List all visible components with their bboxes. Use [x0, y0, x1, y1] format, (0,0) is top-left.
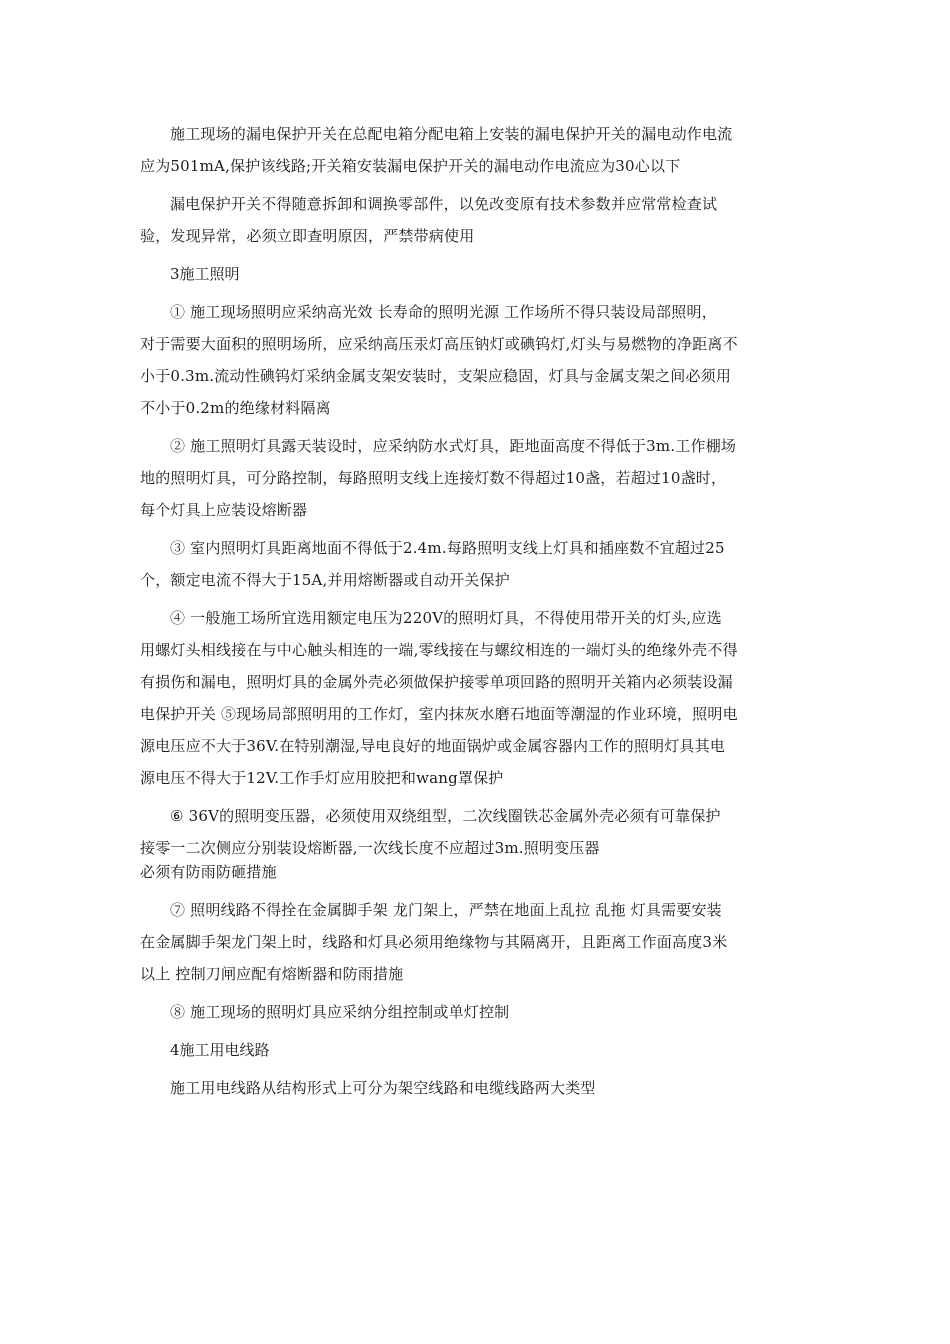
- text-line: 源电压不得大于12V.工作手灯应用胶把和wang罩保护: [140, 769, 504, 787]
- text-line: 漏电保护开关不得随意拆卸和调换零部件，以免改变原有技术参数并应常常检查试: [170, 195, 718, 213]
- section-heading-lighting: [140, 258, 820, 290]
- text-line: 施工用电线路从结构形式上可分为架空线路和电缆线路两大类型: [170, 1079, 596, 1097]
- paragraph-item-4-5: [140, 602, 820, 794]
- heading-text: 4施工用电线路: [170, 1041, 270, 1059]
- text-line: 不小于0.2m的绝缘材料隔离: [140, 399, 331, 417]
- paragraph-item-7: [140, 894, 820, 990]
- paragraph-item-2: [140, 430, 820, 526]
- text-line: ① 施工现场照明应采纳高光效 长寿命的照明光源 工作场所不得只装设局部照明，: [170, 303, 717, 321]
- text-line: 应为501mA,保护该线路;开关箱安装漏电保护开关的漏电动作电流应为30心以下: [140, 157, 681, 175]
- text-line: 接零一二次侧应分别装设熔断器,一次线长度不应超过3m.照明变压器: [140, 839, 600, 857]
- text-line: 用螺灯头相线接在与中心触头相连的一端,零线接在与螺纹相连的一端灯头的绝缘外壳不得: [140, 641, 738, 659]
- text-line: ⑦ 照明线路不得拴在金属脚手架 龙门架上，严禁在地面上乱拉 乱拖 灯具需要安装: [170, 901, 722, 919]
- paragraph-item-3: [140, 532, 820, 596]
- text-line: 源电压应不大于36V.在特别潮湿,导电良好的地面锅炉或金属容器内工作的照明灯具其电: [140, 737, 726, 755]
- paragraph-leakage-maintenance: [140, 188, 820, 252]
- text-line: 小于0.3m.流动性碘钨灯采纳金属支架安装时，支架应稳固，灯具与金属支架之间必须用: [140, 367, 732, 385]
- document-page: [140, 118, 820, 1110]
- paragraph-power-lines: [140, 1072, 820, 1104]
- text-line: ④ 一般施工场所宜选用额定电压为220V的照明灯具，不得使用带开关的灯头,应选: [170, 609, 722, 627]
- section-heading-power-lines: [140, 1034, 820, 1066]
- paragraph-leakage-current: [140, 118, 820, 182]
- text-line: 个，额定电流不得大于15A,并用熔断器或自动开关保护: [140, 571, 510, 589]
- text-line: ② 施工照明灯具露天装设时，应采纳防水式灯具，距地面高度不得低于3m.工作棚场: [170, 437, 737, 455]
- text-line: 每个灯具上应装设熔断器: [140, 501, 308, 519]
- text-line: 施工现场的漏电保护开关在总配电箱分配电箱上安装的漏电保护开关的漏电动作电流: [170, 125, 733, 143]
- text-line: 验，发现异常，必须立即查明原因，严禁带病使用: [140, 227, 475, 245]
- paragraph-item-6: [140, 800, 820, 864]
- text-line: 必须有防雨防砸措施: [140, 863, 277, 881]
- text-line: ③ 室内照明灯具距离地面不得低于2.4m.每路照明支线上灯具和插座数不宜超过25: [170, 539, 725, 557]
- text-line: 以上 控制刀闸应配有熔断器和防雨措施: [140, 965, 404, 983]
- text-line: 在金属脚手架龙门架上时，线路和灯具必须用绝缘物与其隔离开，且距离工作面高度3米: [140, 933, 728, 951]
- text-line: 电保护开关 ⑤现场局部照明用的工作灯，室内抹灰水磨石地面等潮湿的作业环境，照明电: [140, 705, 738, 723]
- paragraph-item-8: [140, 996, 820, 1028]
- text-line: 对于需要大面积的照明场所，应采纳高压汞灯高压钠灯或碘钨灯,灯头与易燃物的净距离不: [140, 335, 738, 353]
- text-line: 有损伤和漏电，照明灯具的金属外壳必须做保护接零单项回路的照明开关箱内必须装设漏: [140, 673, 733, 691]
- paragraph-item-1: [140, 296, 820, 424]
- text-line: ⑥ 36V的照明变压器，必须使用双绕组型，二次线圈铁芯金属外壳必须有可靠保护: [170, 807, 721, 825]
- text-line: ⑧ 施工现场的照明灯具应采纳分组控制或单灯控制: [170, 1003, 510, 1021]
- heading-text: 3施工照明: [170, 265, 240, 283]
- text-line: 地的照明灯具，可分路控制，每路照明支线上连接灯数不得超过10盏，若超过10盏时，: [140, 469, 727, 487]
